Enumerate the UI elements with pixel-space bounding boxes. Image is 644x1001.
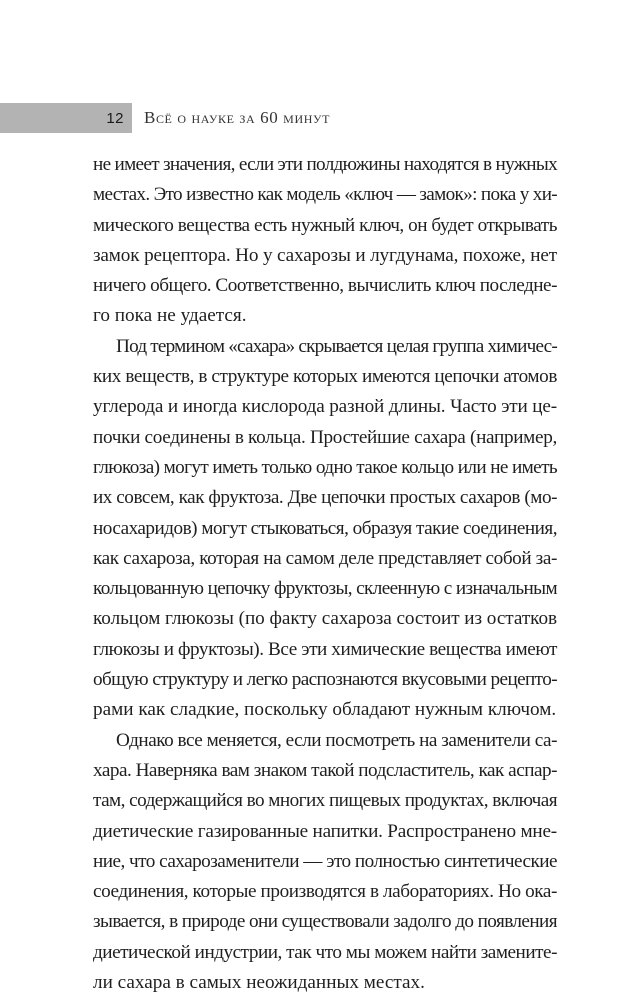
text-line: диетической индустрии, так что мы можем найти замените- <box>93 941 557 963</box>
text-line: глюкозы и фруктозы). Все эти химические вещества имеют <box>93 638 557 660</box>
text-line: замок рецептора. Но у сахарозы и лугдунама, похоже, нет <box>93 244 557 266</box>
text-line: углерода и иногда кислорода разной длины. Часто эти це- <box>93 396 557 418</box>
running-title: Всё о науке за 60 минут <box>144 108 331 127</box>
text-line: Однако все меняется, если посмотреть на заменители са- <box>116 729 557 751</box>
text-line: кольцованную цепочку фруктозы, склеенную с изначальным <box>93 578 557 600</box>
running-head <box>0 103 330 133</box>
paragraph-1 <box>93 150 557 332</box>
text-line: ние, что сахарозаменители — это полностью синтетические <box>93 850 557 872</box>
text-line: местах. Это известно как модель «ключ — замок»: пока у хи- <box>93 184 558 206</box>
text-line: кольцом глюкозы (по факту сахароза состоит из остатков <box>93 608 557 630</box>
text-line: го пока не удается. <box>93 305 247 327</box>
text-line: Под термином «сахара» скрывается целая группа химичес- <box>116 335 557 357</box>
text-line: почки соединены в кольца. Простейшие сахара (например, <box>93 426 557 448</box>
text-line: глюкоза) могут иметь только одно такое кольцо или не иметь <box>93 456 557 478</box>
text-line: рами как сладкие, поскольку обладают нужным ключом. <box>93 699 557 721</box>
text-line: ли сахара в самых неожиданных местах. <box>93 972 425 994</box>
text-line: хара. Наверняка вам знаком такой подсластитель, как аспар- <box>93 759 557 781</box>
text-line: носахаридов) могут стыковаться, образуя такие соединения, <box>93 517 557 539</box>
text-line: общую структуру и легко распознаются вкусовыми рецепто- <box>93 669 557 691</box>
text-line: их совсем, как фруктоза. Две цепочки простых сахаров (мо- <box>93 487 557 509</box>
paragraph-2 <box>93 332 557 726</box>
text-line: не имеет значения, если эти полдюжины находятся в нужных <box>93 154 557 175</box>
text-line: как сахароза, которая на самом деле представляет собой за- <box>93 547 557 569</box>
text-line: диетические газированные напитки. Распространено мне- <box>93 820 557 842</box>
text-line: мического вещества есть нужный ключ, он будет открывать <box>93 214 557 236</box>
text-line: зывается, в природе они существовали задолго до появления <box>93 911 557 933</box>
text-line: соединения, которые производятся в лабораториях. Но ока- <box>93 881 557 903</box>
page-number: 12 <box>0 103 132 133</box>
text-line: ких веществ, в структуре которых имеются цепочки атомов <box>93 366 557 388</box>
text-line: там, содержащийся во многих пищевых продуктах, включая <box>93 790 557 812</box>
body-text <box>93 150 557 998</box>
paragraph-3 <box>93 726 557 999</box>
text-line: ничего общего. Соответственно, вычислить ключ последне- <box>93 275 557 297</box>
